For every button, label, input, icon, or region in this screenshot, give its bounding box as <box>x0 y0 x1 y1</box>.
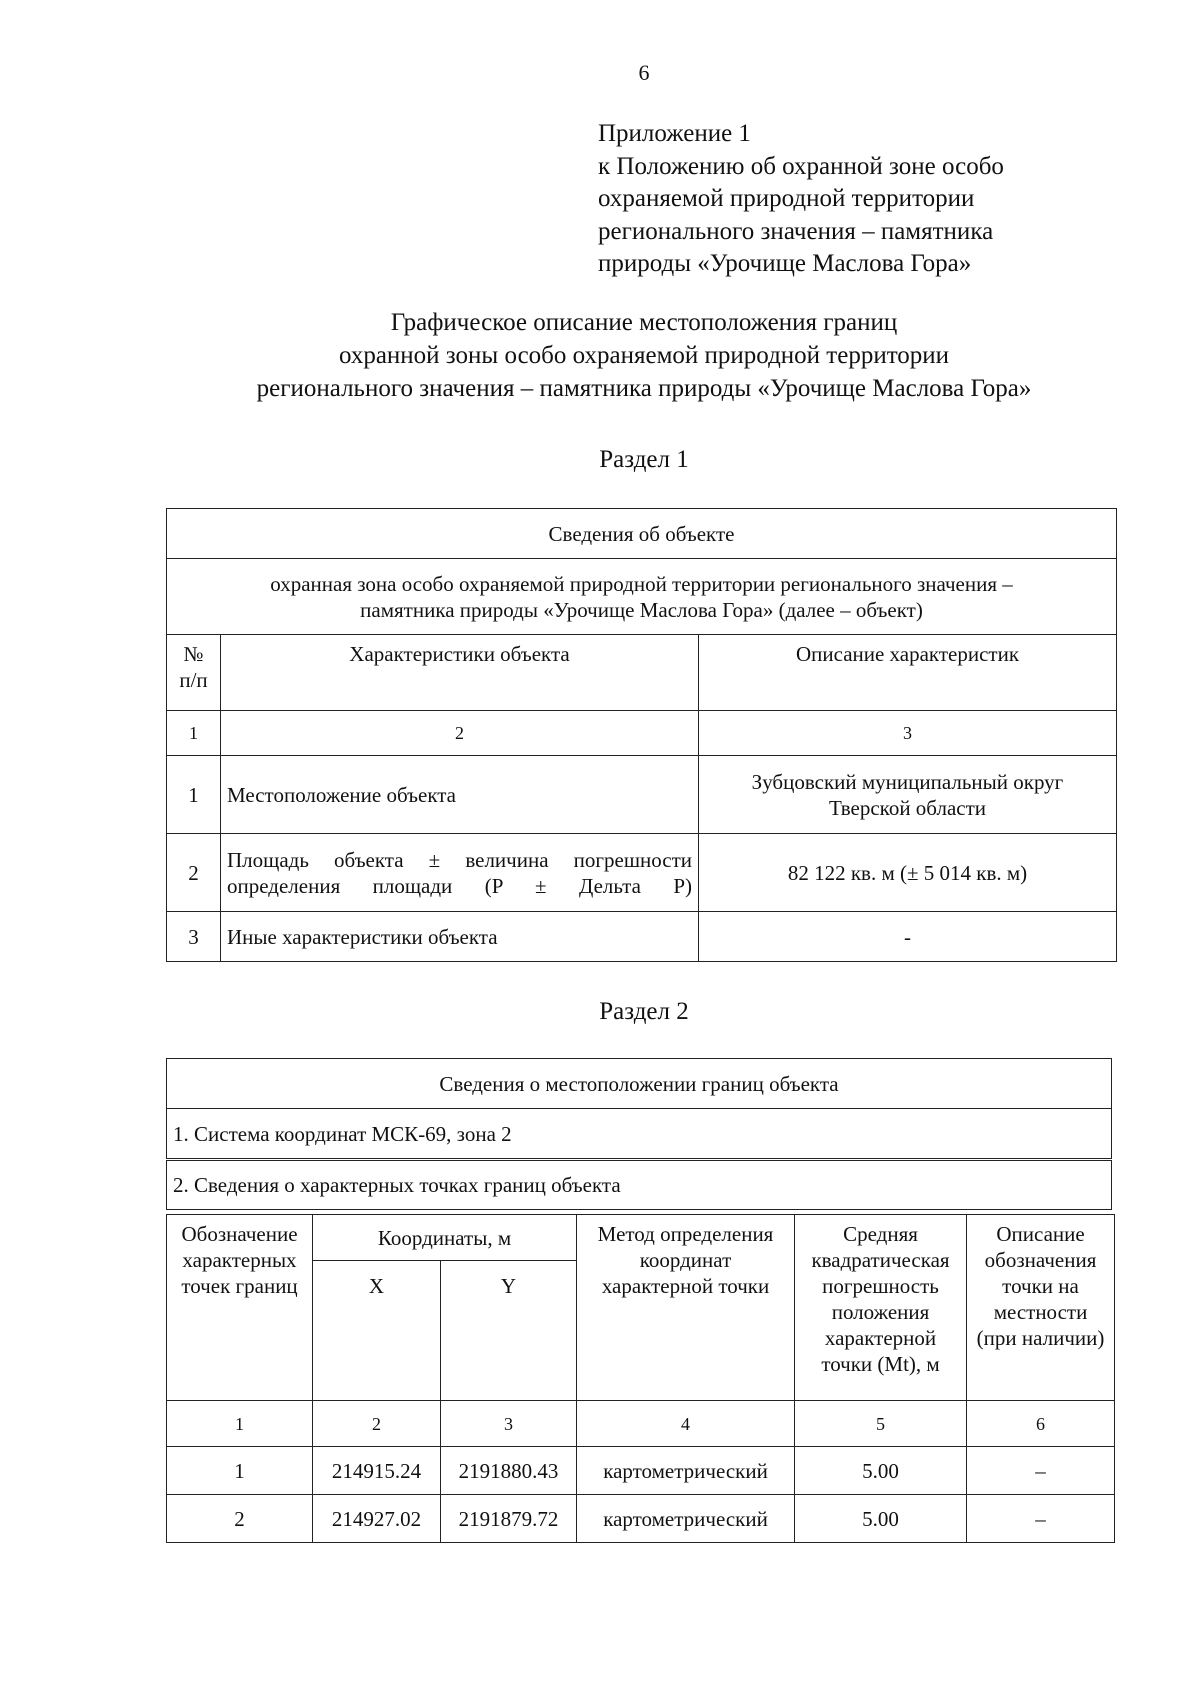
table-row <box>167 912 1117 962</box>
header-x: X <box>313 1261 441 1401</box>
column-number: 5 <box>795 1401 967 1447</box>
header-coordinates: Координаты, м <box>313 1215 577 1261</box>
point-method: картометрический <box>577 1447 795 1495</box>
table-row <box>167 1447 1115 1495</box>
row-characteristic: Иные характеристики объекта <box>221 912 699 962</box>
section-1-heading: Раздел 1 <box>599 446 689 473</box>
column-number: 1 <box>167 1401 313 1447</box>
object-name-line: охранная зона особо охраняемой природной территории регионального значения – <box>270 571 1013 596</box>
section-2-heading: Раздел 2 <box>599 998 689 1025</box>
header-characteristic: Характеристики объекта <box>221 635 699 711</box>
page-number: 6 <box>638 60 650 85</box>
row-description: - <box>699 912 1117 962</box>
row-characteristic: Местоположение объекта <box>221 756 699 834</box>
header-y: Y <box>441 1261 577 1401</box>
header-error: Средняя квадратическая погрешность положения характерной точки (Mt), м <box>795 1215 967 1401</box>
title-line: охранной зоны особо охраняемой природной территории <box>338 342 950 369</box>
object-name-line: памятника природы «Урочище Маслова Гора» (далее – объект) <box>360 597 923 622</box>
document-title <box>0 306 1200 405</box>
column-number: 6 <box>967 1401 1115 1447</box>
point-id: 1 <box>167 1447 313 1495</box>
column-number: 1 <box>167 711 221 756</box>
header-number: № п/п <box>167 635 221 711</box>
appendix-line: Приложение 1 <box>598 120 751 147</box>
point-error: 5.00 <box>795 1495 967 1543</box>
appendix-line: охраняемой природной территории <box>598 185 975 212</box>
column-number: 2 <box>221 711 699 756</box>
boundary-info-table <box>166 1058 1112 1159</box>
row-characteristic: Площадь объекта ± величина погрешности определения площади (P ± Дельта P) <box>221 834 699 912</box>
column-number: 4 <box>577 1401 795 1447</box>
header-point-description: Описание обозначения точки на местности (при наличии) <box>967 1215 1115 1401</box>
row-number: 2 <box>167 834 221 912</box>
row-number: 1 <box>167 756 221 834</box>
title-line: регионального значения – памятника природы «Урочище Маслова Гора» <box>256 375 1032 402</box>
point-method: картометрический <box>577 1495 795 1543</box>
row-description: 82 122 кв. м (± 5 014 кв. м) <box>699 834 1117 912</box>
row-description: Зубцовский муниципальный округ Тверской области <box>699 756 1117 834</box>
point-y: 2191879.72 <box>441 1495 577 1543</box>
point-x: 214915.24 <box>313 1447 441 1495</box>
point-x: 214927.02 <box>313 1495 441 1543</box>
column-number: 2 <box>313 1401 441 1447</box>
column-number: 3 <box>699 711 1117 756</box>
coordinate-system: 1. Система координат МСК-69, зона 2 <box>167 1109 1112 1159</box>
header-method: Метод определения координат характерной точки <box>577 1215 795 1401</box>
point-error: 5.00 <box>795 1447 967 1495</box>
points-info-title: 2. Сведения о характерных точках границ объекта <box>167 1161 1112 1210</box>
column-number: 3 <box>441 1401 577 1447</box>
appendix-line: регионального значения – памятника <box>598 217 994 245</box>
table-row <box>167 1495 1115 1543</box>
object-info-table <box>166 508 1117 962</box>
point-description: – <box>967 1447 1115 1495</box>
appendix-block <box>598 118 1158 281</box>
appendix-line: природы «Урочище Маслова Гора» <box>598 250 972 277</box>
point-id: 2 <box>167 1495 313 1543</box>
boundary-points-table <box>166 1214 1115 1543</box>
boundary-info-title: Сведения о местоположении границ объекта <box>167 1059 1112 1109</box>
point-description: – <box>967 1495 1115 1543</box>
appendix-line: к Положению об охранной зоне особо <box>598 152 1004 180</box>
header-designation: Обозначение характерных точек границ <box>167 1215 313 1401</box>
table-row <box>167 834 1117 912</box>
header-description: Описание характеристик <box>699 635 1117 711</box>
row-number: 3 <box>167 912 221 962</box>
points-info-table <box>166 1160 1112 1210</box>
title-line: Графическое описание местоположения границ <box>390 309 898 336</box>
table-row <box>167 756 1117 834</box>
point-y: 2191880.43 <box>441 1447 577 1495</box>
object-name-cell <box>167 559 1117 635</box>
object-info-title: Сведения об объекте <box>167 509 1117 559</box>
